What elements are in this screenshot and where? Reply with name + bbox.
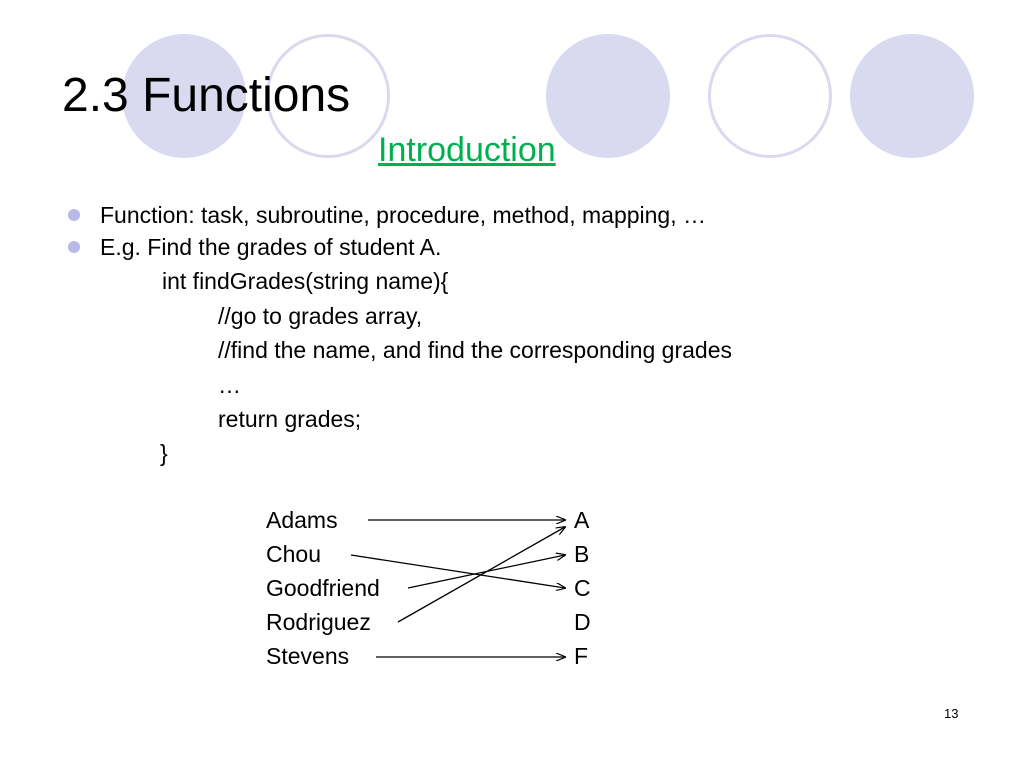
slide-subtitle[interactable]: Introduction <box>378 131 556 169</box>
arrow-chou-to-c <box>351 555 565 588</box>
arrow-rodriguez-to-a <box>398 527 565 622</box>
student-name: Adams <box>266 507 338 533</box>
code-line: int findGrades(string name){ <box>162 268 449 294</box>
grade-label: D <box>574 609 591 635</box>
code-line: //find the name, and find the corresponding grades <box>218 337 733 363</box>
student-name: Rodriguez <box>266 609 371 635</box>
grade-label: A <box>574 507 590 533</box>
bullet-text: E.g. Find the grades of student A. <box>100 234 442 260</box>
grade-label: F <box>574 643 589 669</box>
grade-label: B <box>574 541 590 567</box>
code-line: //go to grades array, <box>218 303 423 329</box>
student-name: Goodfriend <box>266 575 380 601</box>
bullet-text: Function: task, subroutine, procedure, method, mapping, … <box>100 202 706 228</box>
student-name: Stevens <box>266 643 350 669</box>
slide-title: 2.3 Functions <box>62 69 351 122</box>
student-name: Chou <box>266 541 321 567</box>
code-line: … <box>218 372 241 398</box>
code-line: return grades; <box>218 406 362 432</box>
grade-label: C <box>574 575 591 601</box>
page-number: 13 <box>944 706 959 721</box>
code-line: } <box>160 440 168 466</box>
